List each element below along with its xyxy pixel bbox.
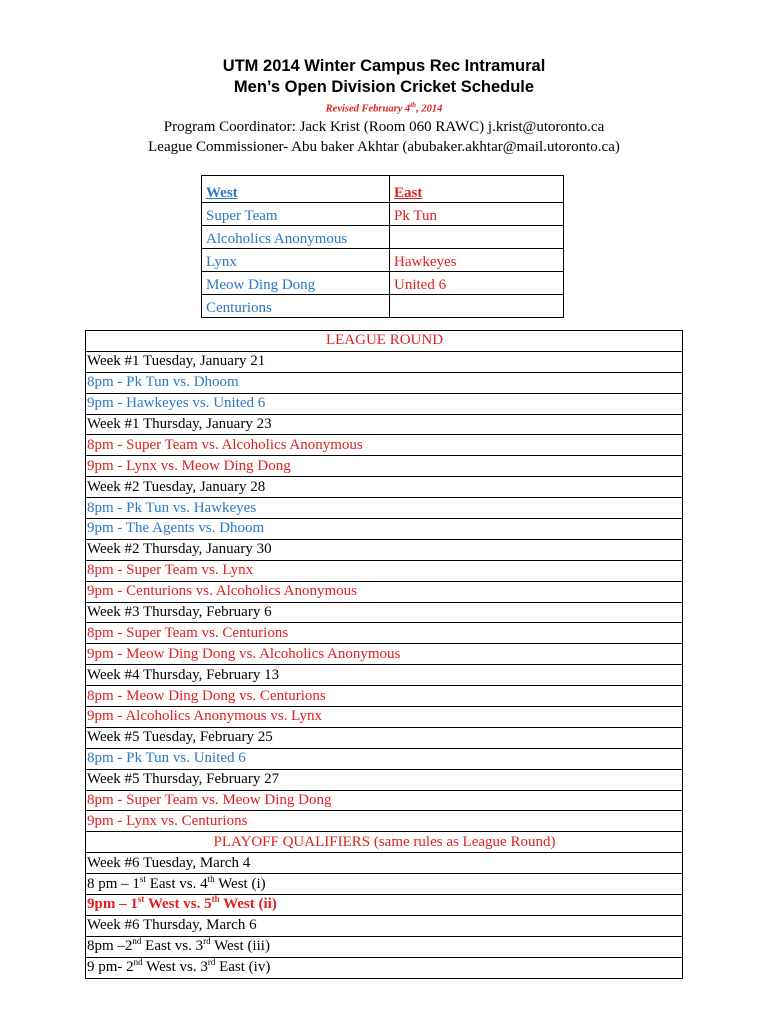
schedule-row — [86, 560, 683, 581]
game-text: 9 pm- 2 — [87, 959, 134, 976]
schedule-row — [86, 393, 683, 414]
schedule-row — [86, 895, 683, 916]
west-team: Meow Ding Dong — [202, 272, 390, 295]
ordinal-sup: nd — [132, 936, 142, 947]
game-entry: 9pm - Alcoholics Anonymous vs. Lynx — [86, 707, 683, 728]
game-entry: 8pm - Pk Tun vs. Hawkeyes — [86, 498, 683, 519]
schedule-row — [86, 644, 683, 665]
game-entry: 8pm - Super Team vs. Lynx — [86, 560, 683, 581]
west-team: Centurions — [202, 295, 390, 318]
game-text: West (i) — [214, 875, 266, 892]
game-entry: 9pm - The Agents vs. Dhoom — [86, 519, 683, 540]
playoff-week: Week #6 Thursday, March 6 — [86, 915, 683, 936]
divisions-header-row — [202, 176, 564, 203]
week-heading: Week #5 Tuesday, February 25 — [86, 727, 683, 748]
revised-date — [0, 98, 768, 117]
schedule-row — [86, 748, 683, 769]
division-row — [202, 295, 564, 318]
game-entry: 9pm - Hawkeyes vs. United 6 — [86, 393, 683, 414]
schedule-row — [86, 686, 683, 707]
game-text: West vs. 3 — [142, 959, 208, 976]
schedule-row — [86, 790, 683, 811]
schedule-row — [86, 915, 683, 936]
game-text: West (iii) — [210, 938, 270, 955]
division-row — [202, 272, 564, 295]
playoff-game — [86, 874, 683, 895]
game-text: West (ii) — [219, 896, 277, 913]
game-entry: 8pm - Super Team vs. Meow Ding Dong — [86, 790, 683, 811]
playoff-game — [86, 936, 683, 957]
game-entry: 9pm - Centurions vs. Alcoholics Anonymous — [86, 581, 683, 602]
document-header — [0, 56, 768, 157]
east-team: Hawkeyes — [390, 249, 564, 272]
game-text: 8 pm – 1 — [87, 875, 140, 892]
ordinal-sup: nd — [133, 957, 143, 968]
schedule-row — [86, 665, 683, 686]
game-text: 9pm – 1 — [87, 896, 138, 913]
playoff-week: Week #6 Tuesday, March 4 — [86, 853, 683, 874]
game-entry: 8pm - Super Team vs. Alcoholics Anonymous — [86, 435, 683, 456]
game-entry: 9pm - Meow Ding Dong vs. Alcoholics Anonymous — [86, 644, 683, 665]
west-team: Super Team — [202, 203, 390, 226]
league-round-header: LEAGUE ROUND — [86, 331, 683, 352]
game-entry: 9pm - Lynx vs. Centurions — [86, 811, 683, 832]
division-row — [202, 249, 564, 272]
game-entry: 8pm - Meow Ding Dong vs. Centurions — [86, 686, 683, 707]
week-heading: Week #2 Thursday, January 30 — [86, 539, 683, 560]
week-heading: Week #3 Thursday, February 6 — [86, 602, 683, 623]
playoff-header: PLAYOFF QUALIFIERS (same rules as League Round) — [86, 832, 683, 853]
game-text: East (iv) — [215, 959, 271, 976]
east-header: East — [390, 176, 564, 203]
schedule-row — [86, 853, 683, 874]
east-team — [390, 226, 564, 249]
east-team: Pk Tun — [390, 203, 564, 226]
game-entry: 8pm - Pk Tun vs. United 6 — [86, 748, 683, 769]
schedule-table — [85, 330, 683, 979]
schedule-row — [86, 707, 683, 728]
schedule-row — [86, 811, 683, 832]
game-entry: 8pm - Pk Tun vs. Dhoom — [86, 372, 683, 393]
document-title-line2: Men’s Open Division Cricket Schedule — [233, 78, 535, 96]
schedule-row — [86, 602, 683, 623]
ordinal-sup: st — [137, 894, 145, 905]
revised-suffix: , 2014 — [416, 103, 443, 115]
east-team: United 6 — [390, 272, 564, 295]
ordinal-sup: th — [207, 873, 215, 884]
week-heading: Week #5 Thursday, February 27 — [86, 769, 683, 790]
schedule-row — [86, 351, 683, 372]
division-row — [202, 226, 564, 249]
week-heading: Week #1 Tuesday, January 21 — [86, 351, 683, 372]
playoff-game — [86, 957, 683, 978]
schedule-row — [86, 769, 683, 790]
ordinal-sup: rd — [207, 957, 216, 968]
schedule-row — [86, 957, 683, 978]
schedule-row — [86, 372, 683, 393]
ordinal-sup: rd — [203, 936, 211, 947]
schedule-row — [86, 519, 683, 540]
game-text: East vs. 4 — [145, 875, 208, 892]
league-commissioner: League Commissioner- Abu baker Akhtar (abubaker.akhtar@mail.utoronto.ca) — [148, 138, 620, 155]
ordinal-sup: th — [211, 894, 220, 905]
revised-sup: th — [410, 101, 417, 109]
playoff-game — [86, 895, 683, 916]
game-text: West vs. 5 — [144, 896, 212, 913]
schedule-row — [86, 581, 683, 602]
schedule-row — [86, 414, 683, 435]
schedule-row — [86, 539, 683, 560]
west-team: Alcoholics Anonymous — [202, 226, 390, 249]
game-text: 8pm –2 — [87, 938, 133, 955]
division-row — [202, 203, 564, 226]
game-entry: 9pm - Lynx vs. Meow Ding Dong — [86, 456, 683, 477]
schedule-row — [86, 435, 683, 456]
playoff-header-row — [86, 832, 683, 853]
game-entry: 8pm - Super Team vs. Centurions — [86, 623, 683, 644]
schedule-row — [86, 874, 683, 895]
ordinal-sup: st — [139, 873, 146, 884]
west-team: Lynx — [202, 249, 390, 272]
revised-prefix: Revised February 4 — [325, 103, 411, 115]
schedule-row — [86, 477, 683, 498]
league-round-rows — [86, 351, 683, 831]
divisions-table — [201, 175, 564, 318]
week-heading: Week #1 Thursday, January 23 — [86, 414, 683, 435]
league-round-header-row — [86, 331, 683, 352]
east-team — [390, 295, 564, 318]
schedule-row — [86, 727, 683, 748]
week-heading: Week #2 Tuesday, January 28 — [86, 477, 683, 498]
schedule-row — [86, 623, 683, 644]
document-title-line1: UTM 2014 Winter Campus Rec Intramural — [222, 57, 546, 75]
program-coordinator: Program Coordinator: Jack Krist (Room 060 RAWC) j.krist@utoronto.ca — [163, 118, 605, 135]
week-heading: Week #4 Thursday, February 13 — [86, 665, 683, 686]
west-header: West — [202, 176, 390, 203]
schedule-row — [86, 936, 683, 957]
game-text: East vs. 3 — [141, 938, 204, 955]
schedule-row — [86, 498, 683, 519]
schedule-row — [86, 456, 683, 477]
